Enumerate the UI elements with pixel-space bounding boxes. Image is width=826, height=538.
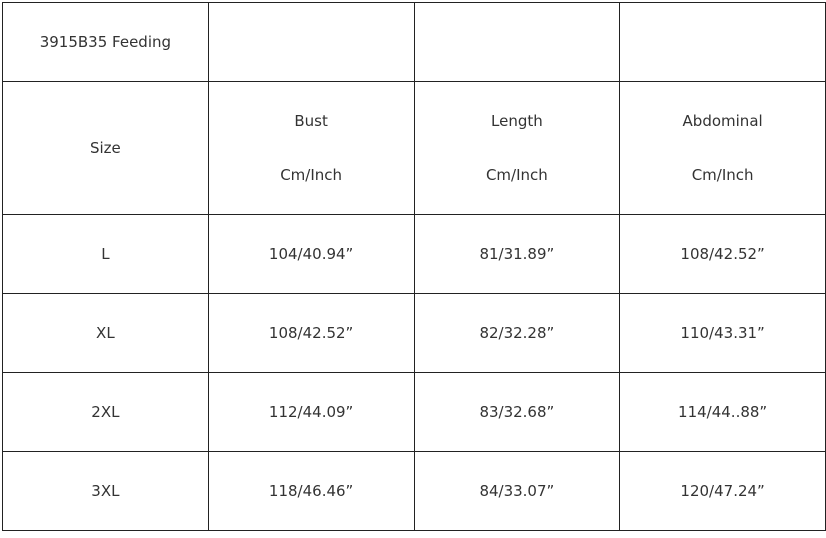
size-chart-table — [2, 2, 826, 531]
length-cell: 81/31.89” — [414, 215, 620, 294]
abdominal-header-unit: Cm/Inch — [691, 166, 754, 184]
length-cell: 83/32.68” — [414, 373, 620, 452]
size-cell: 3XL — [3, 452, 209, 531]
bust-cell: 118/46.46” — [208, 452, 414, 531]
header-row — [3, 82, 826, 215]
length-cell: 82/32.28” — [414, 294, 620, 373]
bust-header-unit: Cm/Inch — [280, 166, 343, 184]
title-row — [3, 3, 826, 82]
size-cell: XL — [3, 294, 209, 373]
table-row — [3, 294, 826, 373]
empty-cell — [620, 3, 826, 82]
table-row — [3, 373, 826, 452]
empty-cell — [414, 3, 620, 82]
bust-cell: 104/40.94” — [208, 215, 414, 294]
abdominal-cell: 120/47.24” — [620, 452, 826, 531]
size-cell: 2XL — [3, 373, 209, 452]
length-header-unit: Cm/Inch — [485, 166, 548, 184]
empty-cell — [208, 3, 414, 82]
bust-header-cell — [208, 82, 414, 215]
bust-header-label: Bust — [294, 112, 328, 130]
abdominal-cell: 110/43.31” — [620, 294, 826, 373]
abdominal-header-cell — [620, 82, 826, 215]
size-cell: L — [3, 215, 209, 294]
size-header-cell: Size — [3, 82, 209, 215]
table-row — [3, 452, 826, 531]
product-code-cell: 3915B35 Feeding — [3, 3, 209, 82]
length-cell: 84/33.07” — [414, 452, 620, 531]
bust-cell: 108/42.52” — [208, 294, 414, 373]
abdominal-cell: 108/42.52” — [620, 215, 826, 294]
abdominal-header-label: Abdominal — [682, 112, 763, 130]
abdominal-cell: 114/44..88” — [620, 373, 826, 452]
table-row — [3, 215, 826, 294]
length-header-cell — [414, 82, 620, 215]
bust-cell: 112/44.09” — [208, 373, 414, 452]
length-header-label: Length — [491, 112, 543, 130]
